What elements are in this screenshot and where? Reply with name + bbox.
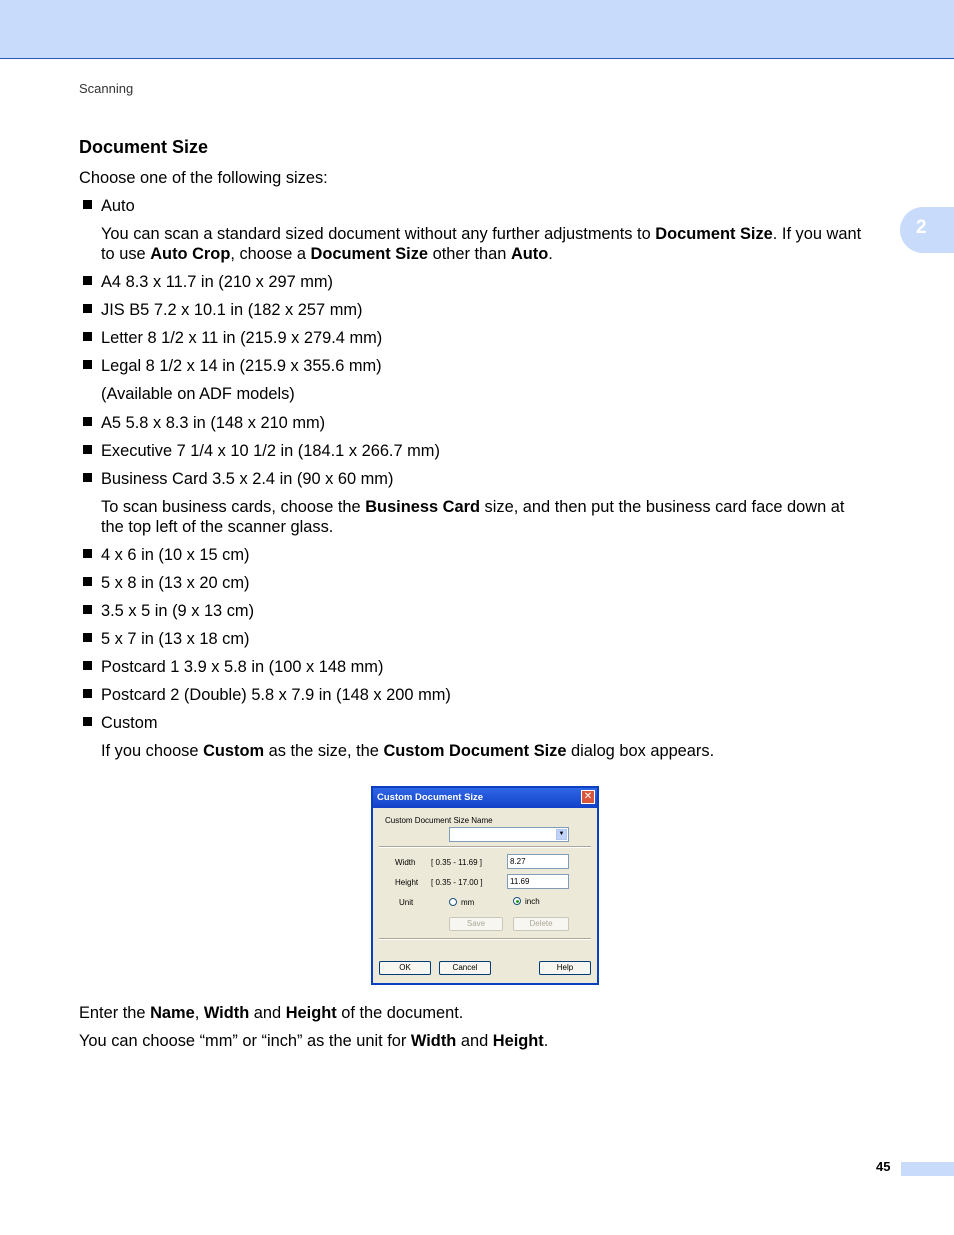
bullet-square-icon — [83, 304, 92, 313]
page-number: 45 — [876, 1159, 891, 1174]
unit-mm-label[interactable]: mm — [461, 898, 475, 907]
bullet-square-icon — [83, 717, 92, 726]
bullet-square-icon — [83, 605, 92, 614]
list-item: 4 x 6 in (10 x 15 cm) — [83, 545, 249, 565]
business-card-description: To scan business cards, choose the Business Card size, and then put the business card face down at the top left of the scanner glass. — [101, 498, 845, 536]
dialog-title: Custom Document Size — [377, 792, 484, 803]
list-item: Business Card 3.5 x 2.4 in (90 x 60 mm) — [83, 469, 393, 489]
bullet-square-icon — [83, 276, 92, 285]
list-item: Legal 8 1/2 x 14 in (215.9 x 355.6 mm) — [83, 356, 382, 376]
custom-description: If you choose Custom as the size, the Custom Document Size dialog box appears. — [101, 742, 715, 760]
section-title: Document Size — [79, 137, 209, 157]
page-tab — [901, 1162, 954, 1176]
list-item: 3.5 x 5 in (9 x 13 cm) — [83, 601, 254, 621]
list-item: 5 x 8 in (13 x 20 cm) — [83, 573, 249, 593]
legal-note: (Available on ADF models) — [101, 385, 295, 403]
list-item: Executive 7 1/4 x 10 1/2 in (184.1 x 266.7 mm) — [83, 441, 440, 461]
bullet-square-icon — [83, 360, 92, 369]
bullet-square-icon — [83, 689, 92, 698]
unit-label: Unit — [399, 898, 414, 907]
list-item: JIS B5 7.2 x 10.1 in (182 x 257 mm) — [83, 300, 362, 320]
bullet-square-icon — [83, 549, 92, 558]
width-label: Width — [395, 858, 416, 867]
height-range: [ 0.35 - 17.00 ] — [431, 878, 483, 887]
list-item: Custom — [83, 713, 157, 733]
bullet-square-icon — [83, 417, 92, 426]
bullet-square-icon — [83, 200, 92, 209]
save-button[interactable]: Save — [449, 917, 503, 931]
unit-mm-radio[interactable] — [449, 898, 457, 906]
bullet-square-icon — [83, 473, 92, 482]
ok-button[interactable]: OK — [379, 961, 431, 975]
list-item: A5 5.8 x 8.3 in (148 x 210 mm) — [83, 413, 325, 433]
name-label: Custom Document Size Name — [385, 816, 493, 825]
list-item: Auto — [83, 196, 135, 216]
list-item: Letter 8 1/2 x 11 in (215.9 x 279.4 mm) — [83, 328, 382, 348]
instruction-unit: You can choose “mm” or “inch” as the unit for Width and Height. — [79, 1032, 549, 1050]
dialog-title-bar — [373, 788, 597, 808]
divider — [379, 938, 591, 940]
list-item: 5 x 7 in (13 x 18 cm) — [83, 629, 249, 649]
list-item: A4 8.3 x 11.7 in (210 x 297 mm) — [83, 272, 333, 292]
running-title: Scanning — [79, 81, 134, 96]
width-range: [ 0.35 - 11.69 ] — [431, 858, 482, 867]
delete-button[interactable]: Delete — [513, 917, 569, 931]
height-label: Height — [395, 878, 419, 887]
close-icon[interactable]: ✕ — [581, 790, 595, 804]
height-input[interactable]: 11.69 — [507, 874, 569, 889]
unit-inch-label[interactable]: inch — [525, 897, 540, 906]
bullet-square-icon — [83, 577, 92, 586]
bullet-square-icon — [83, 445, 92, 454]
bullet-square-icon — [83, 661, 92, 670]
help-button[interactable]: Help — [539, 961, 591, 975]
divider — [379, 846, 591, 848]
header-band — [0, 0, 954, 59]
width-input[interactable]: 8.27 — [507, 854, 569, 869]
bullet-square-icon — [83, 332, 92, 341]
chevron-down-icon[interactable]: ▼ — [556, 829, 567, 840]
chapter-tab — [900, 207, 954, 253]
name-combo[interactable] — [449, 827, 569, 842]
auto-description: You can scan a standard sized document without any further adjustments to Document Size. If you want to use Auto Crop, choose a Document Size other than Auto. — [101, 225, 862, 263]
unit-inch-radio[interactable] — [513, 897, 521, 905]
list-item: Postcard 2 (Double) 5.8 x 7.9 in (148 x 200 mm) — [83, 685, 451, 705]
custom-document-size-dialog — [371, 786, 599, 985]
dialog-body — [373, 808, 597, 983]
chapter-number: 2 — [916, 217, 927, 238]
intro-text: Choose one of the following sizes: — [79, 169, 328, 187]
list-item: Postcard 1 3.9 x 5.8 in (100 x 148 mm) — [83, 657, 383, 677]
cancel-button[interactable]: Cancel — [439, 961, 491, 975]
instruction-name-width-height: Enter the Name, Width and Height of the document. — [79, 1004, 464, 1022]
bullet-square-icon — [83, 633, 92, 642]
